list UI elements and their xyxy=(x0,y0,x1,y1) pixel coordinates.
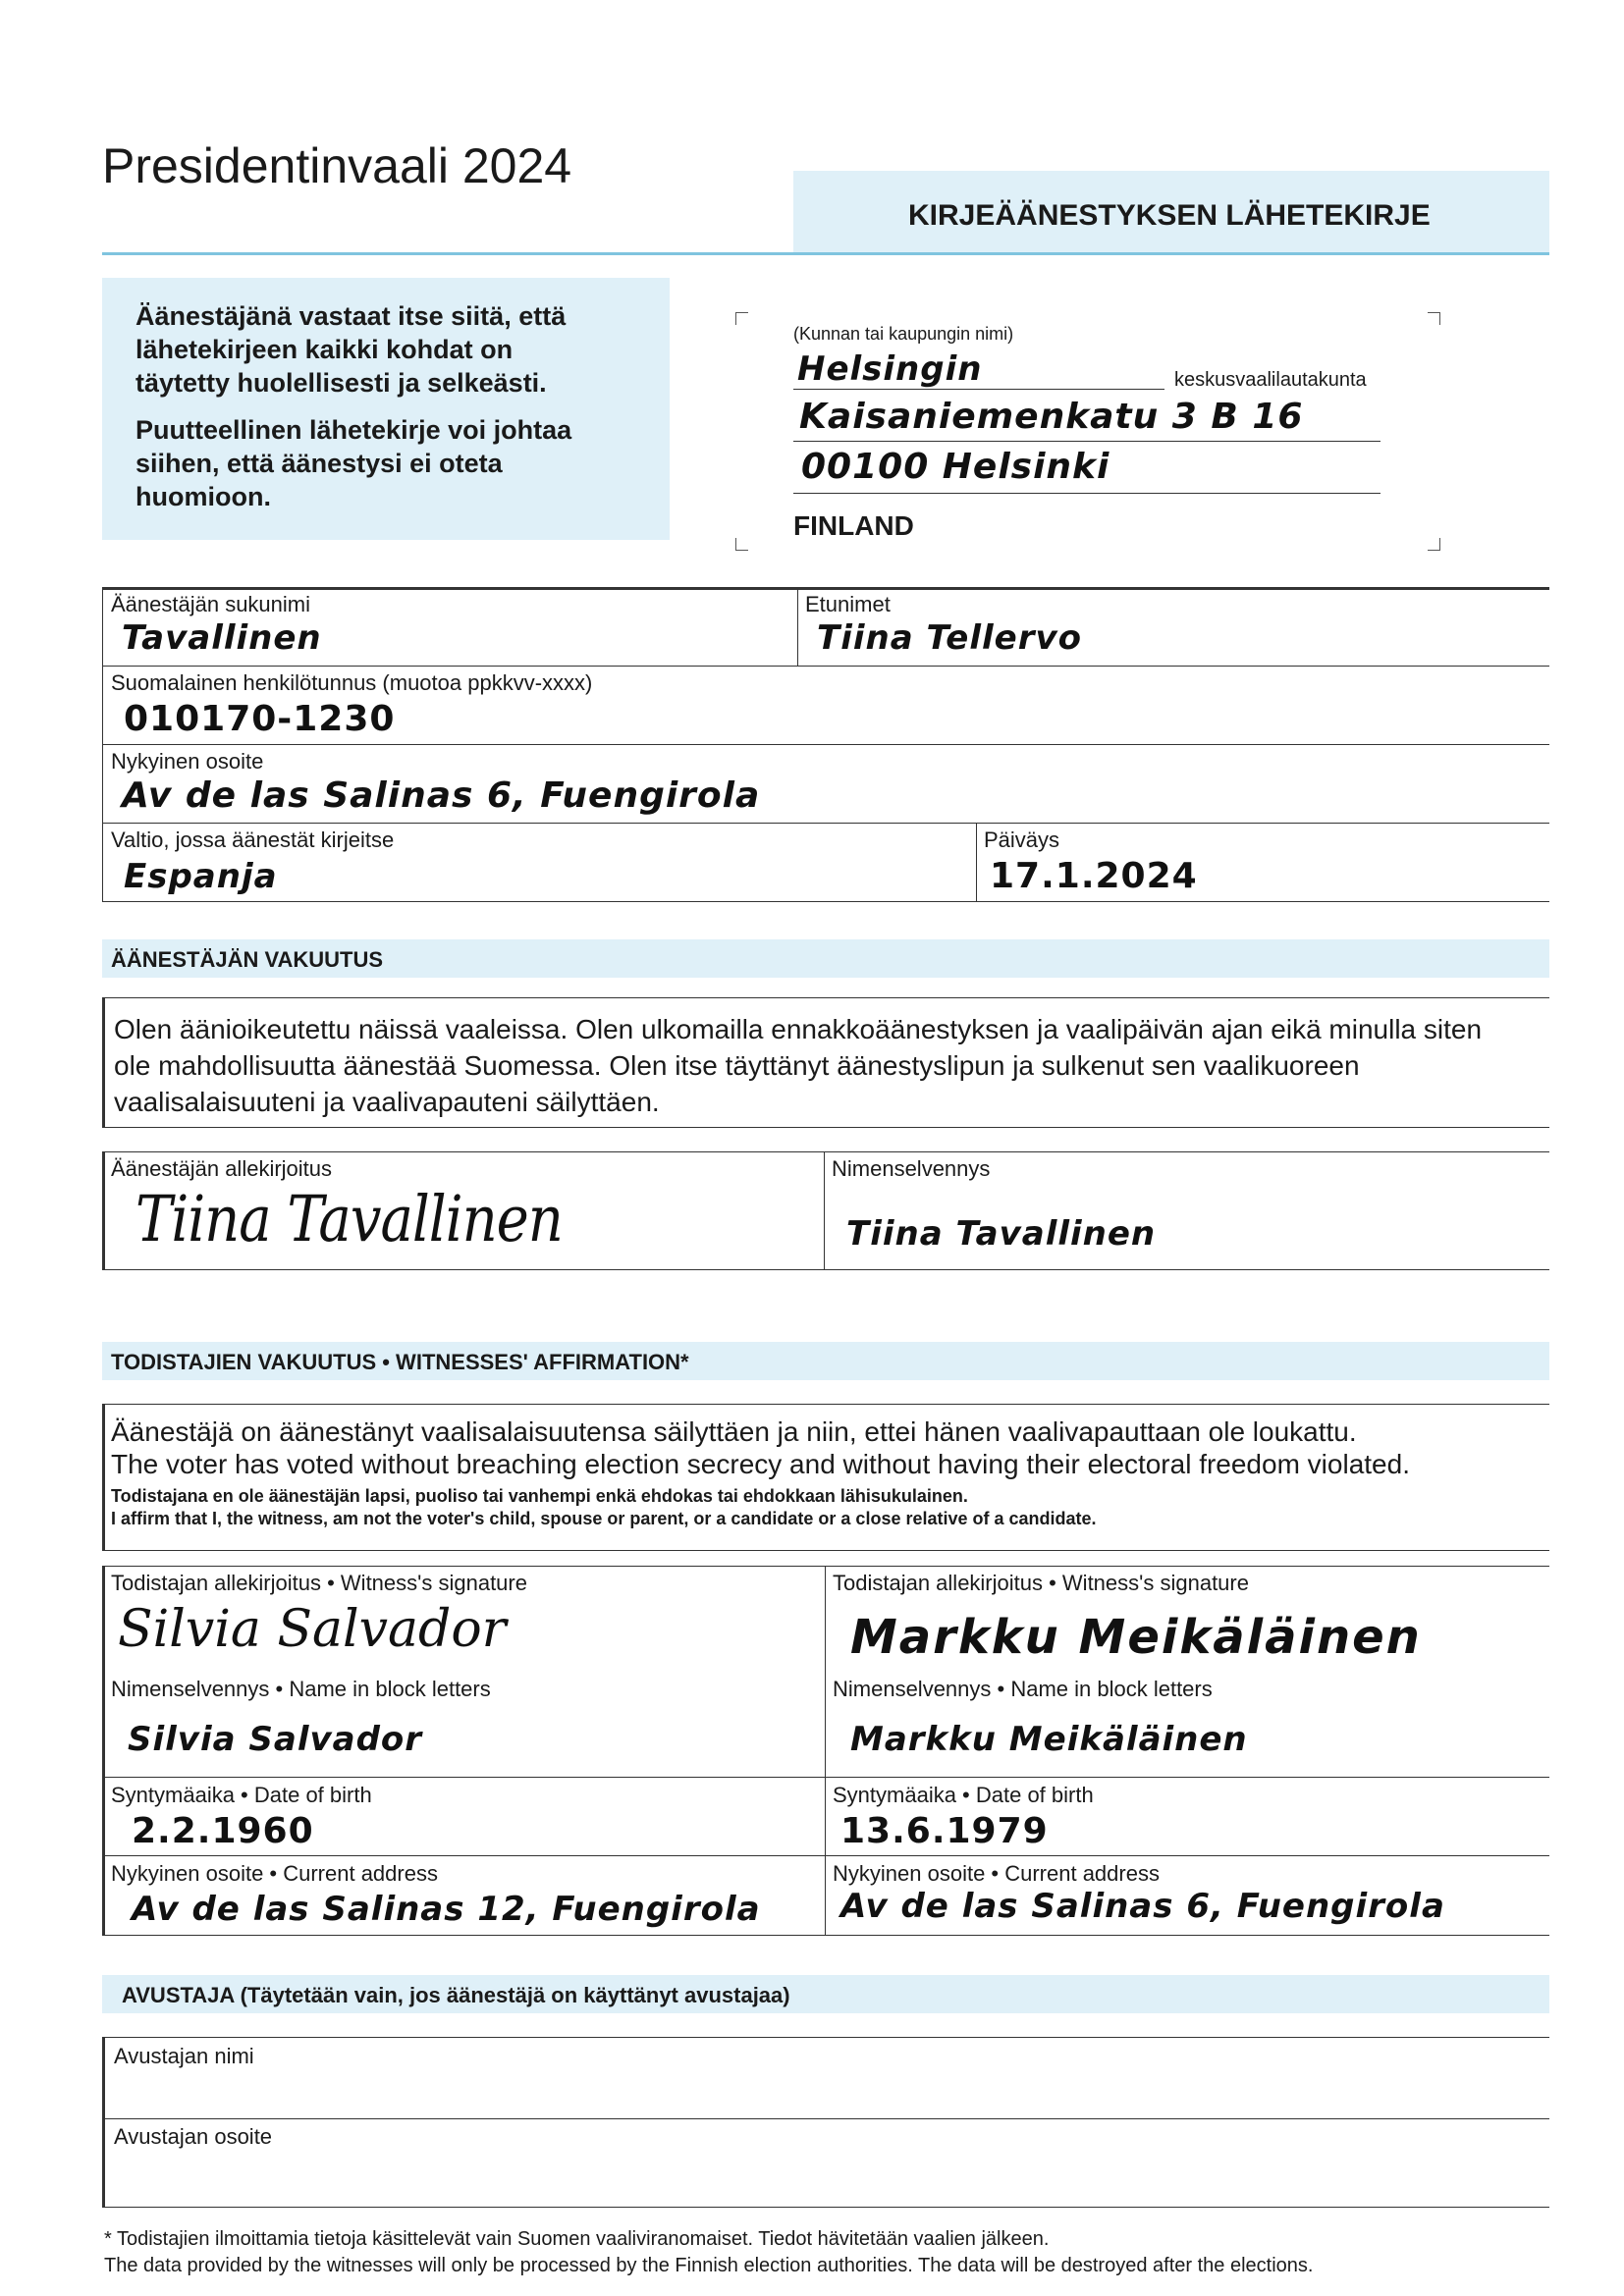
rule xyxy=(102,744,1549,745)
rule xyxy=(824,1151,825,1270)
declaration-line: vaalisalaisuuteni ja vaalivapauteni säilyttäen. xyxy=(114,1087,660,1117)
notice-line: Äänestäjänä vastaat itse siitä, että xyxy=(135,301,567,331)
underline xyxy=(793,493,1380,494)
address-corner xyxy=(735,312,748,325)
rule xyxy=(102,1777,1549,1778)
rule xyxy=(102,823,1549,824)
surname-value[interactable]: Tavallinen xyxy=(122,618,322,658)
underline xyxy=(793,441,1380,442)
witness1-name[interactable]: Silvia Salvador xyxy=(128,1720,423,1759)
witness-small-fi: Todistajana en ole äänestäjän lapsi, puoliso tai vanhempi enkä ehdokas tai ehdokkaan lähisukulainen. xyxy=(111,1486,968,1506)
municipality-hint: (Kunnan tai kaupungin nimi) xyxy=(793,324,1014,344)
witness1-address[interactable]: Av de las Salinas 12, Fuengirola xyxy=(132,1890,761,1929)
rule xyxy=(825,1566,826,1936)
notice-box xyxy=(102,278,670,540)
address-value[interactable]: Av de las Salinas 6, Fuengirola xyxy=(122,775,761,816)
page-title: Presidentinvaali 2024 xyxy=(102,138,572,193)
firstnames-value[interactable]: Tiina Tellervo xyxy=(817,618,1083,658)
date-value[interactable]: 17.1.2024 xyxy=(990,856,1198,896)
footer-note-fi: * Todistajien ilmoittamia tietoja käsittelevät vain Suomen vaaliviranomaiset. Tiedot hävitetään vaalien jälkeen. xyxy=(104,2228,1050,2250)
rule xyxy=(102,1566,1549,1567)
id-label: Suomalainen henkilötunnus (muotoa ppkkvv-xxxx) xyxy=(111,670,593,695)
rule xyxy=(102,901,1549,902)
rule xyxy=(102,1935,1549,1936)
assistant-address-field[interactable] xyxy=(114,2152,1538,2201)
assistant-name-label: Avustajan nimi xyxy=(114,2044,254,2068)
notice-line: siihen, että äänestysi ei oteta xyxy=(135,449,503,478)
witness1-signature-label: Todistajan allekirjoitus • Witness's signature xyxy=(111,1571,527,1595)
voter-signature-label: Äänestäjän allekirjoitus xyxy=(111,1156,333,1181)
rule xyxy=(102,666,1549,667)
witness2-name[interactable]: Markku Meikäläinen xyxy=(850,1720,1248,1759)
witnesses-heading: TODISTAJIEN VAKUUTUS • WITNESSES' AFFIRMATION* xyxy=(111,1350,689,1374)
witness2-dob-label: Syntymäaika • Date of birth xyxy=(833,1783,1094,1807)
country-value: FINLAND xyxy=(793,510,914,541)
footer-note-en: The data provided by the witnesses will only be processed by the Finnish election authorities. The data will be destroyed after the elections. xyxy=(104,2255,1314,2276)
address-label: Nykyinen osoite xyxy=(111,749,264,774)
witness2-signature-label: Todistajan allekirjoitus • Witness's signature xyxy=(833,1571,1249,1595)
address-corner xyxy=(1428,538,1440,551)
notice-line: Puutteellinen lähetekirje voi johtaa xyxy=(135,415,572,445)
municipality-value: Helsingin xyxy=(797,349,983,389)
address-corner xyxy=(735,538,748,551)
witness2-signature[interactable]: Markku Meikäläinen xyxy=(850,1610,1422,1665)
clarification-label: Nimenselvennys xyxy=(832,1156,991,1181)
witness-small-en: I affirm that I, the witness, am not the voter's child, spouse or parent, or a candidate or a close relative of a candidate. xyxy=(111,1509,1097,1528)
form-name: KIRJEÄÄNESTYKSEN LÄHETEKIRJE xyxy=(908,199,1431,232)
voter-signature[interactable]: Tiina Tavallinen xyxy=(135,1183,563,1256)
assistant-heading: AVUSTAJA (Täytetään vain, jos äänestäjä on käyttänyt avustajaa) xyxy=(122,1983,790,2007)
witness1-name-label: Nimenselvennys • Name in block letters xyxy=(111,1677,491,1701)
witness1-dob[interactable]: 2.2.1960 xyxy=(132,1811,314,1851)
rule xyxy=(102,2118,1549,2119)
notice-line: täytetty huolellisesti ja selkeästi. xyxy=(135,368,547,398)
witness-statement-en: The voter has voted without breaching election secrecy and without having their electoral freedom violated. xyxy=(111,1449,1410,1479)
address-corner xyxy=(1428,312,1440,325)
date-label: Päiväys xyxy=(984,828,1060,852)
witness1-signature[interactable]: Silvia Salvador xyxy=(118,1600,507,1659)
rule xyxy=(976,823,977,902)
rule xyxy=(102,587,1549,590)
country-label: Valtio, jossa äänestät kirjeitse xyxy=(111,828,395,852)
surname-label: Äänestäjän sukunimi xyxy=(111,592,311,616)
country-value[interactable]: Espanja xyxy=(124,857,278,896)
witness1-address-label: Nykyinen osoite • Current address xyxy=(111,1861,438,1886)
witness1-dob-label: Syntymäaika • Date of birth xyxy=(111,1783,372,1807)
declaration-line: ole mahdollisuutta äänestää Suomessa. Olen itse täyttänyt äänestyslipun ja sulkenut sen vaalikuoreen xyxy=(114,1050,1360,1081)
witness2-address-label: Nykyinen osoite • Current address xyxy=(833,1861,1160,1886)
witness2-dob[interactable]: 13.6.1979 xyxy=(840,1811,1049,1851)
rule xyxy=(797,587,798,666)
postal-value: 00100 Helsinki xyxy=(801,447,1110,487)
board-label: keskusvaalilautakunta xyxy=(1174,369,1367,391)
witness2-address[interactable]: Av de las Salinas 6, Fuengirola xyxy=(840,1887,1445,1926)
notice-line: huomioon. xyxy=(135,482,271,511)
notice-line: lähetekirjeen kaikki kohdat on xyxy=(135,335,514,364)
rule xyxy=(102,1566,105,1936)
rule xyxy=(102,1855,1549,1856)
underline xyxy=(793,389,1164,390)
witness-statement-fi: Äänestäjä on äänestänyt vaalisalaisuutensa säilyttäen ja niin, ettei hänen vaalivapauttaan ole loukattu. xyxy=(111,1416,1357,1447)
assistant-address-label: Avustajan osoite xyxy=(114,2124,273,2149)
declaration-line: Olen äänioikeutettu näissä vaaleissa. Olen ulkomailla ennakkoäänestyksen ja vaalipäivän ajan eikä minulla siten xyxy=(114,1014,1483,1044)
declaration-heading: ÄÄNESTÄJÄN VAKUUTUS xyxy=(111,947,384,972)
firstnames-label: Etunimet xyxy=(805,592,891,616)
assistant-name-field[interactable] xyxy=(114,2071,1538,2112)
id-value[interactable]: 010170-1230 xyxy=(124,699,396,739)
clarification-value[interactable]: Tiina Tavallinen xyxy=(846,1214,1157,1254)
street-value: Kaisaniemenkatu 3 B 16 xyxy=(799,397,1304,437)
witness2-name-label: Nimenselvennys • Name in block letters xyxy=(833,1677,1213,1701)
header-rule xyxy=(102,252,1549,255)
